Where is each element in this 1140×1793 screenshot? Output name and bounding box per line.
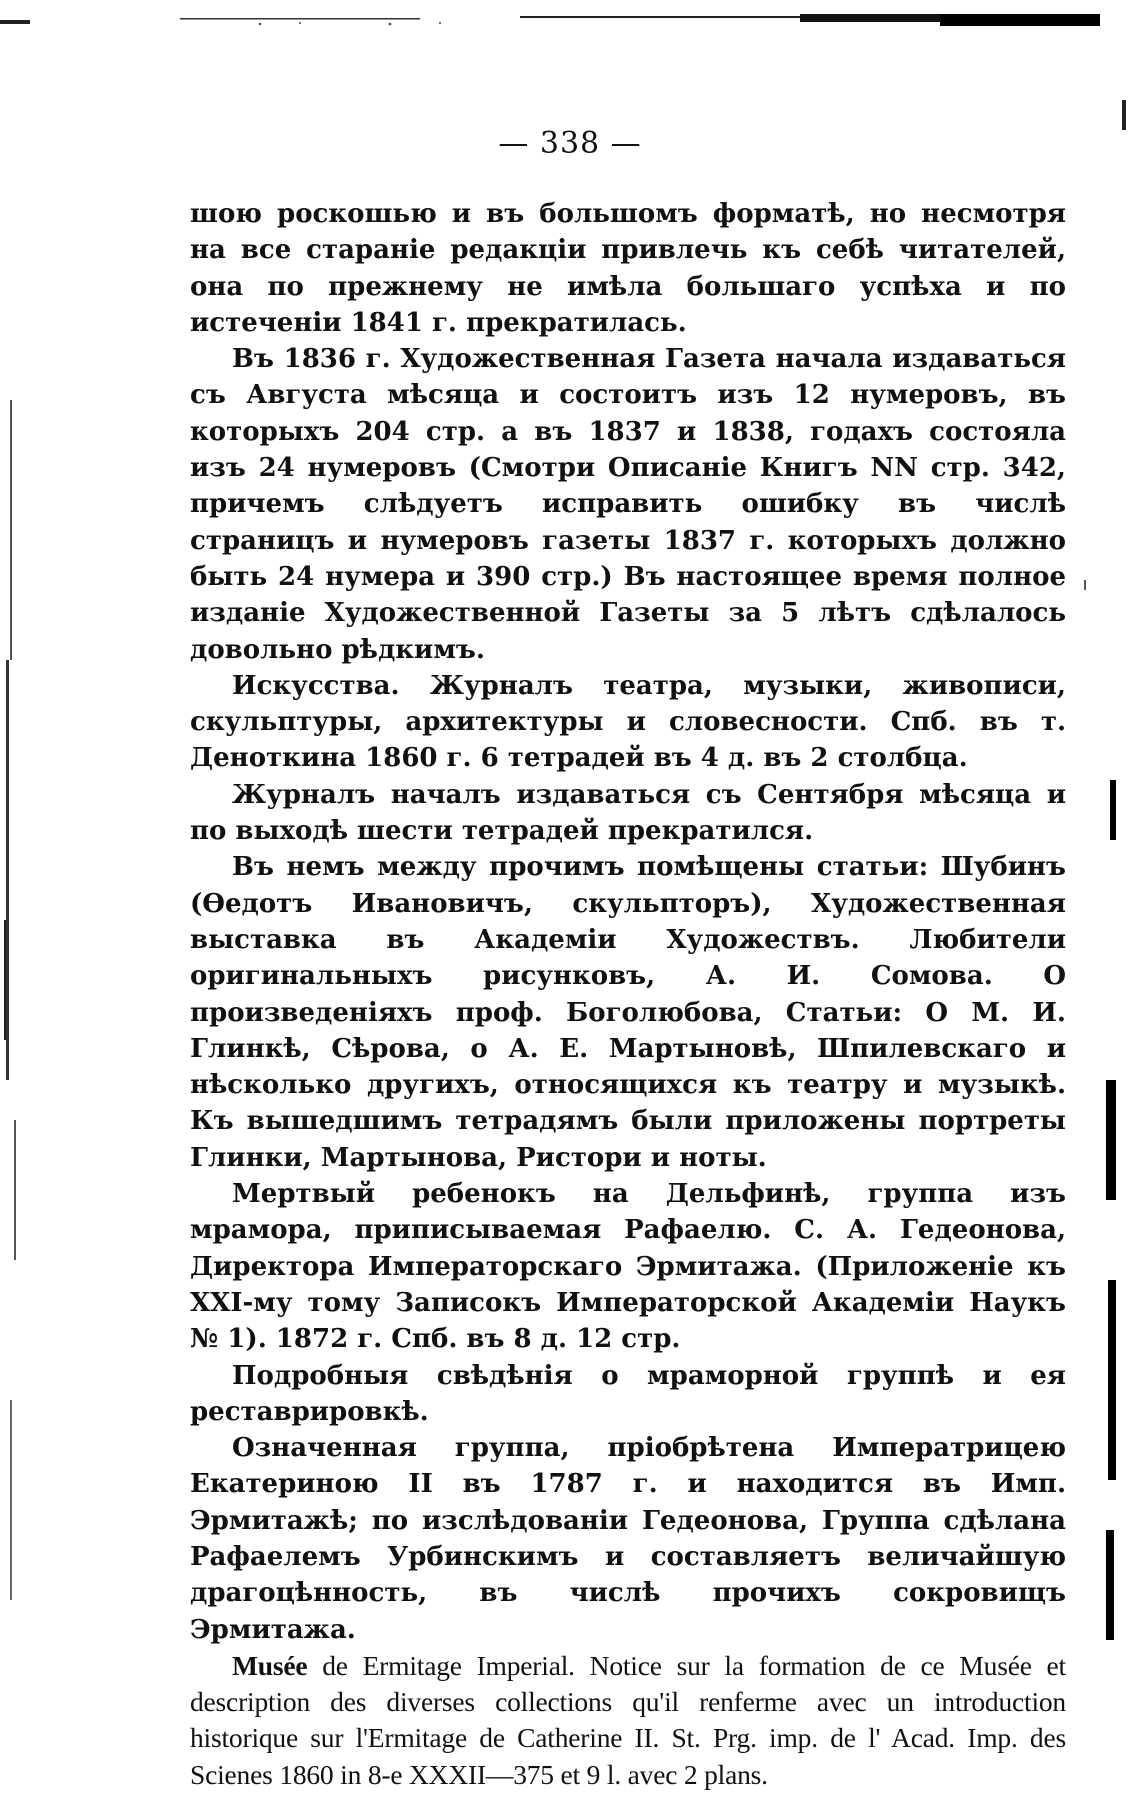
scan-artifact-left-edge [0, 20, 40, 1650]
paragraph [190, 668, 1066, 777]
paragraph [190, 196, 1066, 341]
paragraph [190, 849, 1066, 1176]
paragraph [190, 1430, 1066, 1648]
paragraph-text: Въ 1836 г. Художественная Газета начала издаваться съ Августа мѣсяца и состоитъ изъ 12 нумеровъ, въ которыхъ 204 стр. а въ 1837 и 1838, годахъ состояла изъ 24 нумеровъ (Смотри Описанiе Книгъ NN стр. 342, причемъ слѣдуетъ исправить ошибку въ числѣ страницъ и нумеровъ газеты 1837 г. которыхъ должно быть 24 нумера и 390 стр.) Въ настоящее время полное изданiе Художественной Газеты за 5 лѣтъ сдѣлалось довольно рѣдкимъ. [190, 344, 1066, 665]
paragraph-text: ребенокъ на Дельфинѣ, группа изъ мрамора, приписываемая Рафаелю. С. А. Гедеонова, Директора Императорскаго Эрмитажа. (Приложенiе къ XXI-му тому Записокъ Императорской Академiи Наукъ № 1). 1872 г. Спб. въ 8 д. 12 стр. [190, 1179, 1066, 1355]
paragraph-text: Означенная группа, прiобрѣтена Императрицею Екатериною II въ 1787 г. и находится въ Имп. Эрмитажѣ; по изслѣдованiи Гедеонова, Группа сдѣлана Рафаелемъ Урбинскимъ и составляетъ величайшую драгоцѣнность, въ числѣ прочихъ сокровищъ Эрмитажа. [190, 1433, 1066, 1645]
paragraph [190, 341, 1066, 668]
entry-title: Искусства. [232, 670, 400, 701]
paragraph-text: шою роскошью и въ большомъ форматѣ, но несмотря на все старанiе редакцiи привлечь къ себѣ читателей, она по прежнему не имѣла большаго успѣха и по истеченiи 1841 г. прекратилась. [190, 199, 1066, 338]
scan-artifact-top [180, 14, 1100, 26]
paragraph-text: Журналъ началъ издаваться съ Сентября мѣсяца и по выходѣ шести тетрадей прекратился. [190, 779, 1066, 847]
paragraph [190, 1358, 1066, 1431]
paragraph-text: Подробныя свѣдѣнiя о мраморной группѣ и ея реставрировкѣ. [190, 1360, 1066, 1427]
body-text [190, 196, 1066, 1793]
paragraph-text: Въ немъ между прочимъ помѣщены статьи: Шубинъ (Ѳедотъ Ивановичъ, скульпторъ), Художественная выставка въ Академiи Художествъ. Любители оригинальныхъ рисунковъ, А. И. Сомова. О произведенiяхъ проф. Боголюбова, Статьи: О М. И. Глинкѣ, Сѣрова, о А. Е. Мартыновѣ, Шпилевскаго и нѣсколько другихъ, относящихся къ театру и музыкѣ. Къ вышедшимъ тетрадямъ были приложены портреты Глинки, Мартынова, Ристори и ноты. [190, 852, 1066, 1173]
scan-artifact-right-edge [1080, 80, 1140, 1657]
paragraph-text: Журналъ театра, музыки, живописи, скульптуры, архитектуры и словесности. Спб. въ т. Деноткина 1860 г. 6 тетрадей въ 4 д. въ 2 столбца. [190, 670, 1066, 774]
paragraph [190, 1176, 1066, 1357]
entry-title: Musée [232, 1649, 308, 1681]
page-number: — 338 — [498, 126, 642, 161]
paragraph [190, 1648, 1066, 1793]
paragraph [190, 777, 1066, 850]
paragraph-text: de Ermitage Imperial. Notice sur la formation de ce Musée et description des diverses collections qu'il renferme avec un introduction historique sur l'Ermitage de Catherine II. St. Prg. imp. de l' Acad. Imp. des Scienes 1860 in 8-e XXXII—375 et 9 l. avec 2 plans. [190, 1649, 1066, 1790]
entry-title: Мертвый [232, 1179, 376, 1210]
